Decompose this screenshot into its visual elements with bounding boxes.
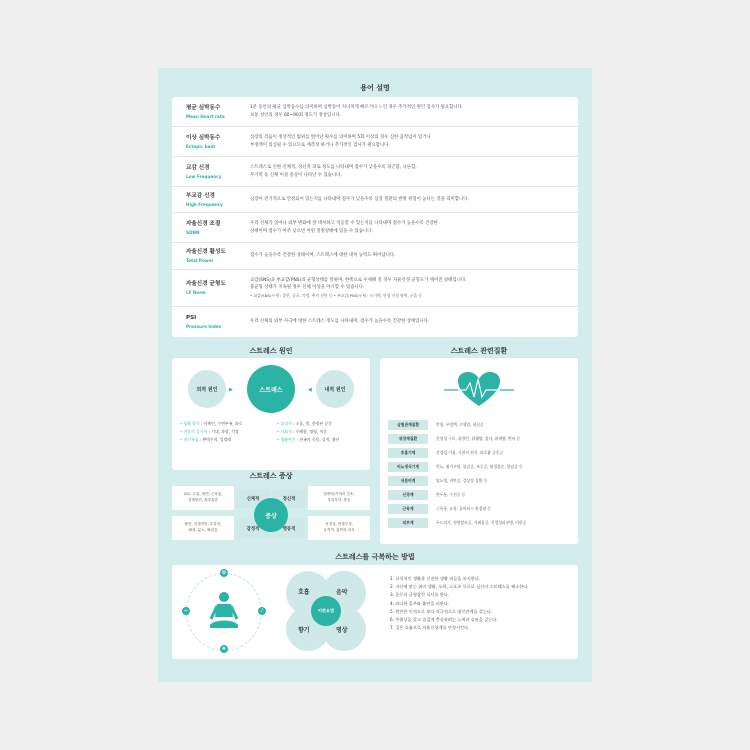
- term-en: High Frequency: [186, 201, 223, 207]
- disease-row: [388, 448, 572, 458]
- heart-pulse-icon: [444, 370, 514, 410]
- glossary-row: [172, 307, 578, 337]
- music-icon: ♪: [258, 607, 266, 615]
- glossary-card: [172, 97, 578, 337]
- glossary-row: [172, 97, 578, 127]
- term-desc: 심장의 리듬이 정상적인 범위를 벗어난 횟수를 의미하며 5회 이상의 경우 심한 음작임이 있거나: [250, 135, 431, 140]
- disease-value: 편두통, 수전증 등: [436, 492, 466, 497]
- term-desc: 우리 신체의 외부 자극에 대한 스트레스 정도를 나타내며, 점수가 높을수록 건강한 상태입니다.: [250, 319, 430, 325]
- disease-value: 빈뇨, 월기우연, 불감증, 조루증, 월경불순, 불임증 등: [436, 464, 523, 469]
- disease-label: 내분비계: [388, 476, 428, 486]
- meditation-person-icon: [208, 591, 240, 631]
- cause-value: : 친족의 죽음, 실직, 출산: [295, 437, 340, 442]
- glossary-title: 용어 설명: [360, 84, 390, 92]
- venn-label: 호흡: [298, 589, 310, 596]
- disease-title: 스트레스 관련질환: [450, 347, 508, 355]
- disease-value: 근육통, 요통, 류마티스 관절염 등: [436, 506, 491, 511]
- cause-value: : 소음, 빛, 한정된 공간: [291, 421, 332, 426]
- venn-label: 음악: [336, 589, 348, 596]
- symptom-text: 심계항진, 복부통증: [187, 498, 219, 502]
- term-desc: 점수가 높을수록 건강한 상태이며, 스트레스에 대한 대처 능력도 뛰어납니다.: [250, 253, 396, 259]
- disease-row: [388, 518, 572, 528]
- venn-label: 명상: [336, 627, 348, 634]
- disease-label: 심혈관계질환: [388, 420, 428, 430]
- cause-key: • 생활여건: [277, 437, 296, 442]
- term-desc: 교감(SNS)과 부교감(PNS)의 균형상태를 말하며, 한쪽으로 우세해 질 경우 자율신경 균형도가 깨어진 상태입니다.: [250, 277, 467, 283]
- symptom-text: 집중력/기억력 감소,: [323, 492, 355, 496]
- symptom-center: 증상: [254, 498, 288, 532]
- disease-value: 당뇨병, 비만증, 갑상성 질환 등: [436, 478, 488, 483]
- cause-value: : 기대, 과장, 걱정: [207, 429, 239, 434]
- cause-key: • 개인특성: [180, 437, 199, 442]
- glossary-row: [172, 270, 578, 307]
- step-item: 4. 과다한 음주와 흡연을 피한다.: [390, 600, 450, 606]
- term-desc: 우리 신체가 얼마나 외부 변화에 잘 대처하고 적응할 수 있는지를 나타내며 점수가 높을수록 건강한: [250, 221, 438, 226]
- disease-label: 신경계: [388, 490, 428, 500]
- symptom-title: 스트레스 증상: [249, 472, 293, 480]
- step-item: 3. 운동과 균형잡힌 식사를 한다.: [390, 592, 450, 598]
- emotional-symptoms: [172, 516, 234, 540]
- quad-behavioral: 행동적: [272, 519, 306, 538]
- inner-cause-list: [277, 420, 339, 444]
- mental-symptoms: [308, 486, 370, 510]
- term-desc: 불균형 상태가 지속될 경우 신체 이상을 야기할 수 있습니다.: [250, 285, 365, 291]
- cause-key: • 생활 양식: [180, 421, 200, 426]
- disease-label: 피부계: [388, 518, 428, 528]
- term-en: Pressure Index: [186, 324, 222, 329]
- cause-card: [172, 358, 370, 470]
- arrow-left-icon: ◀: [308, 387, 312, 393]
- term-ko: 이상 심박동수: [186, 134, 221, 141]
- step-item: 1. 규칙적인 생활과 건전한 생활 리듬을 유지한다.: [390, 576, 481, 581]
- disease-card: [380, 358, 578, 544]
- quad-emotional: 감정적: [236, 519, 270, 538]
- cause-value: : 카페인, 수면부족, 과로: [199, 421, 243, 426]
- term-en: Ectopic beat: [186, 143, 216, 149]
- symptom-text: 신경질, 안절부절,: [325, 522, 353, 526]
- quad-mental: 정신적: [272, 489, 306, 508]
- venn-center: 이완요법: [311, 596, 341, 626]
- glossary-row: [172, 243, 578, 270]
- disease-row: [388, 462, 572, 472]
- term-sub: • 교감(SNS)우세 : 불안, 공포, 걱정, 추격 선언 등 • 부교감(PNS)우세 : 우기력, 안성 신경 약력, 우울 등: [250, 292, 423, 298]
- disease-row: [388, 504, 572, 514]
- term-ko: 부교감 신경: [186, 192, 215, 199]
- term-ko: 평균 심박동수: [186, 104, 221, 111]
- cause-title: 스트레스 원인: [249, 347, 293, 355]
- term-en: LF Norm: [186, 290, 206, 295]
- overcome-title: 스트레스를 극복하는 방법: [335, 553, 415, 561]
- disease-value: 신경성 구토, 위경련, 위궤양, 설사, 위케양, 변비 등: [436, 436, 521, 441]
- term-ko: 자율신경 균형도: [186, 281, 226, 287]
- term-en: Mean Heart rate: [186, 113, 225, 119]
- disease-row: [388, 434, 572, 444]
- behavioral-symptoms: [308, 516, 370, 540]
- symptom-text: 공격적, 흡연과 과식: [323, 528, 355, 532]
- step-item: 5. 원만한 인격으로 보다 적극적으로 대인관계를 갖는다.: [390, 608, 493, 614]
- term-ko: PSI: [186, 315, 197, 321]
- disease-row: [388, 490, 572, 500]
- arrow-right-icon: ▶: [229, 387, 233, 393]
- symptom-diagram: [172, 482, 370, 546]
- cause-key: • 마음의 올가미: [180, 429, 208, 434]
- cause-key: • 물리적: [277, 421, 292, 426]
- symptom-text: 불안, 신경과민, 우울증,: [184, 522, 222, 526]
- disease-value: 신경성 기침, 기관지 천식, 과호흡 증후군: [436, 450, 504, 455]
- disease-row: [388, 476, 572, 486]
- overcome-card: [172, 565, 578, 659]
- overcome-steps: [390, 575, 529, 632]
- physical-symptoms: [172, 486, 234, 510]
- symptom-text: 좌절, 분노, 좌절감: [188, 528, 218, 532]
- term-desc: 보통 성인의 경우 60~90회 정도가 정상입니다.: [250, 112, 342, 118]
- stress-circle: 스트레스: [247, 365, 295, 413]
- lotus-icon: ❀: [221, 646, 227, 652]
- step-item: 6. 주위상을 갖고 즐겁게 충실하려는 노력과 습관을 갖는다.: [390, 617, 498, 623]
- inner-cause-circle: 내적 원인: [316, 370, 354, 408]
- term-desc: 1분 동안의 평균 심박동수를 의미하며 심박동이 지나치게 빠르거나 느린 경우 추가적인 원인 검사가 필요합니다.: [250, 105, 464, 110]
- disease-row: [388, 420, 572, 430]
- term-ko: 자율신경 활성도: [186, 249, 226, 255]
- step-item: 2. 자신에 맞는 취미 생활, 오락, 스포츠 등으로 심신의 스트레스를 해소한다.: [390, 584, 529, 590]
- venn-label: 향기: [298, 627, 310, 634]
- cause-key: • 사회적: [277, 429, 292, 434]
- leaf-icon: ✿: [221, 570, 227, 576]
- document-sheet: [158, 68, 592, 682]
- term-desc: 상태이며 점수가 아주 낮으면 어떤 질병상태에 있을 수 있습니다.: [250, 228, 373, 234]
- term-desc: 스트레스로 인한 신체적, 정신적 피로 정도를 나타내며 점수가 낮을수록 피곤함, 나른함,: [250, 165, 417, 170]
- term-desc: 무기력 등 신체 이상 증상이 나타날 수 있습니다.: [250, 172, 342, 178]
- quad-physical: 신체적: [236, 489, 270, 508]
- disease-value: 두드러기, 원형탈모증, 가려움증, 신경성피부병, 다한증: [436, 520, 527, 525]
- glossary-row: [172, 213, 578, 243]
- symptom-text: 우유부단, 혼동: [327, 498, 351, 502]
- term-en: Low Frequency: [186, 173, 222, 179]
- step-item: 7. 깊은 호흡으로 자율신경계를 안정시킨다.: [390, 625, 470, 631]
- cause-value: : 무례함, 명령, 적중: [291, 429, 327, 434]
- term-en: SDNN: [186, 229, 200, 235]
- outer-cause-list: [180, 420, 242, 444]
- term-ko: 자율신경 조절: [186, 220, 221, 227]
- glossary-row: [172, 187, 578, 213]
- disease-value: 빈혈, 부정맥, 고혈압, 협심증: [436, 422, 484, 427]
- outer-cause-circle: 외적 원인: [188, 370, 226, 408]
- disease-label: 호흡기계: [388, 448, 428, 458]
- disease-label: 비뇨생식기계: [388, 462, 428, 472]
- cause-value: : 완벽주의, 일벌레: [198, 437, 232, 442]
- disease-label: 위장계질환: [388, 434, 428, 444]
- term-en: Total Power: [186, 258, 214, 263]
- term-desc: 부정맥이 의심될 수 있으므로 재측정 하거나 추가적인 검사가 필요합니다.: [250, 142, 390, 148]
- glossary-row: [172, 157, 578, 187]
- term-desc: 심장이 전기적으로 안정되어 있는지를 나타내며 점수가 낮을수록 심장 질환의 발병 위험이 높다는 것을 의미합니다.: [250, 196, 469, 202]
- symptom-text: 피로, 두통, 불면, 근육통,: [183, 492, 223, 496]
- wind-icon: ≈: [183, 608, 189, 614]
- glossary-row: [172, 127, 578, 157]
- disease-label: 근육계: [388, 504, 428, 514]
- term-ko: 교감 신경: [186, 164, 210, 171]
